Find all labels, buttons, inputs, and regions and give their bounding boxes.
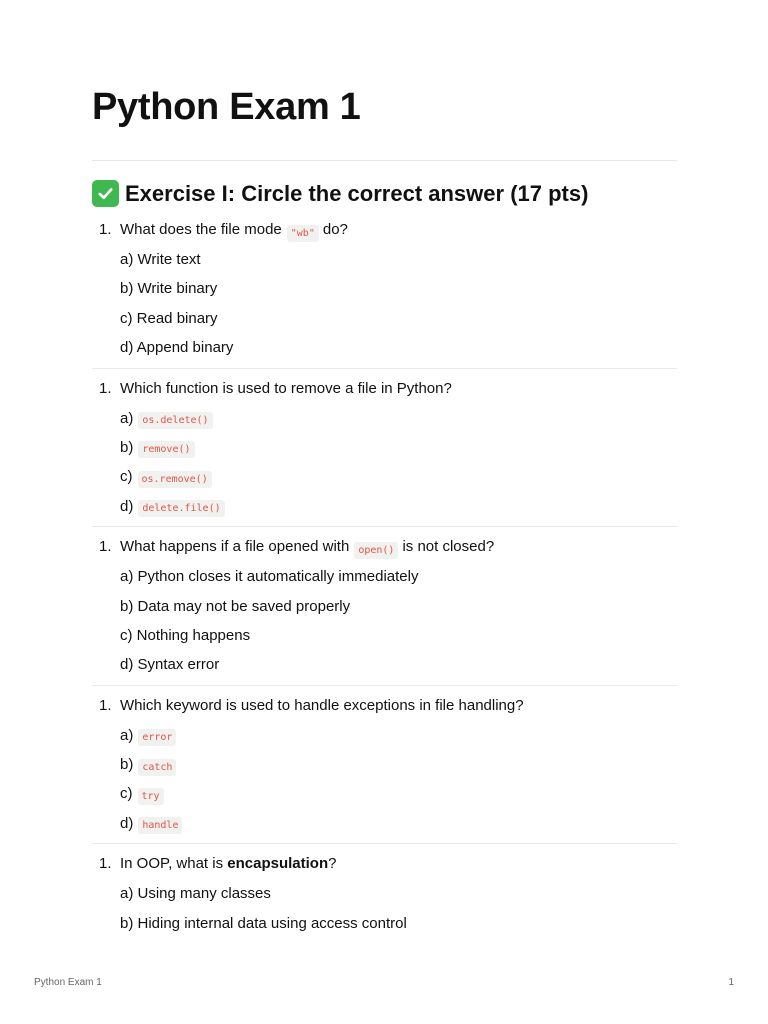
inline-code: os.remove() <box>138 471 212 488</box>
check-mark-icon <box>92 180 119 207</box>
answer-option-label: c) Nothing happens <box>120 626 251 644</box>
question-number: 1. <box>99 538 112 556</box>
answer-option[interactable] <box>120 241 677 270</box>
inline-code: handle <box>138 817 182 834</box>
question-text-part: is not closed? <box>402 538 495 556</box>
answer-option[interactable] <box>120 458 677 487</box>
answer-option-label: a) <box>120 409 134 427</box>
question-item <box>92 843 677 934</box>
question-text <box>120 537 494 557</box>
option-list <box>92 241 677 359</box>
answer-option[interactable] <box>120 429 677 458</box>
answer-option[interactable] <box>120 775 677 804</box>
bold-term: encapsulation <box>227 855 329 873</box>
answer-option[interactable] <box>120 617 677 646</box>
answer-option[interactable] <box>120 875 677 904</box>
question-number: 1. <box>99 855 112 873</box>
answer-option[interactable] <box>120 805 677 834</box>
question-line <box>92 220 677 241</box>
answer-option[interactable] <box>120 400 677 429</box>
answer-option[interactable] <box>120 488 677 517</box>
question-text-part: do? <box>322 221 348 238</box>
answer-option-label: a) Using many classes <box>120 885 271 903</box>
question-text-part: ? <box>328 855 337 873</box>
answer-option[interactable] <box>120 646 677 675</box>
question-text <box>120 220 348 240</box>
question-number: 1. <box>99 696 112 714</box>
check-mark-icon-glyph <box>96 184 115 203</box>
answer-option-label: d) <box>120 814 134 832</box>
question-number: 1. <box>99 221 112 238</box>
question-text-part: Which function is used to remove a file in Python? <box>120 379 452 397</box>
section-heading <box>92 180 588 207</box>
answer-option[interactable] <box>120 746 677 775</box>
question-text <box>120 854 336 874</box>
answer-option[interactable] <box>120 905 677 934</box>
question-line <box>92 379 677 400</box>
section-heading-text: Exercise I: Circle the correct answer (17 pts) <box>125 180 589 206</box>
inline-code: "wb" <box>287 225 319 242</box>
answer-option-label: d) <box>120 497 134 515</box>
answer-option[interactable] <box>120 558 677 587</box>
answer-option-label: c) Read binary <box>120 309 218 327</box>
answer-option-label: a) Python closes it automatically immediately <box>120 568 419 586</box>
answer-option-label: c) <box>120 468 133 486</box>
inline-code: error <box>138 729 176 746</box>
question-item <box>92 685 677 835</box>
question-number: 1. <box>99 379 112 397</box>
answer-option[interactable] <box>120 717 677 746</box>
question-text-part: Which keyword is used to handle exceptions in file handling? <box>120 696 524 714</box>
answer-option[interactable] <box>120 270 677 299</box>
inline-code: catch <box>138 759 176 776</box>
answer-option-label: a) Write text <box>120 250 201 268</box>
inline-code: delete.file() <box>138 500 224 517</box>
question-item <box>92 526 677 676</box>
answer-option-label: b) Data may not be saved properly <box>120 597 351 615</box>
question-text-part: What happens if a file opened with <box>120 538 350 556</box>
option-list <box>92 717 677 835</box>
answer-option[interactable] <box>120 329 677 358</box>
question-text <box>120 696 524 716</box>
question-line <box>92 854 677 875</box>
answer-option-label: b) <box>120 438 134 456</box>
answer-option-label: d) Syntax error <box>120 656 220 674</box>
answer-option-label: d) Append binary <box>120 339 234 357</box>
answer-option-label: a) <box>120 726 134 744</box>
option-list <box>92 558 677 676</box>
answer-option[interactable] <box>120 588 677 617</box>
option-list <box>92 875 677 934</box>
answer-option-label: c) <box>120 785 133 803</box>
question-item <box>92 368 677 518</box>
divider <box>92 160 677 161</box>
question-list <box>92 214 677 934</box>
answer-option[interactable] <box>120 300 677 329</box>
question-line <box>92 696 677 717</box>
question-item <box>92 214 677 359</box>
footer-page-number: 1 <box>728 977 734 988</box>
inline-code: os.delete() <box>138 412 212 429</box>
inline-code: remove() <box>138 441 194 458</box>
question-text-part: What does the file mode <box>120 221 282 238</box>
question-text-part: In OOP, what is <box>120 855 224 873</box>
option-list <box>92 400 677 518</box>
inline-code: try <box>138 788 164 805</box>
question-text <box>120 379 452 399</box>
answer-option-label: b) Hiding internal data using access control <box>120 914 407 932</box>
footer-document-title: Python Exam 1 <box>34 977 102 988</box>
inline-code: open() <box>354 542 398 559</box>
answer-option-label: b) <box>120 756 134 774</box>
page-title: Python Exam 1 <box>92 86 361 128</box>
answer-option-label: b) Write binary <box>120 280 218 298</box>
question-line <box>92 537 677 558</box>
